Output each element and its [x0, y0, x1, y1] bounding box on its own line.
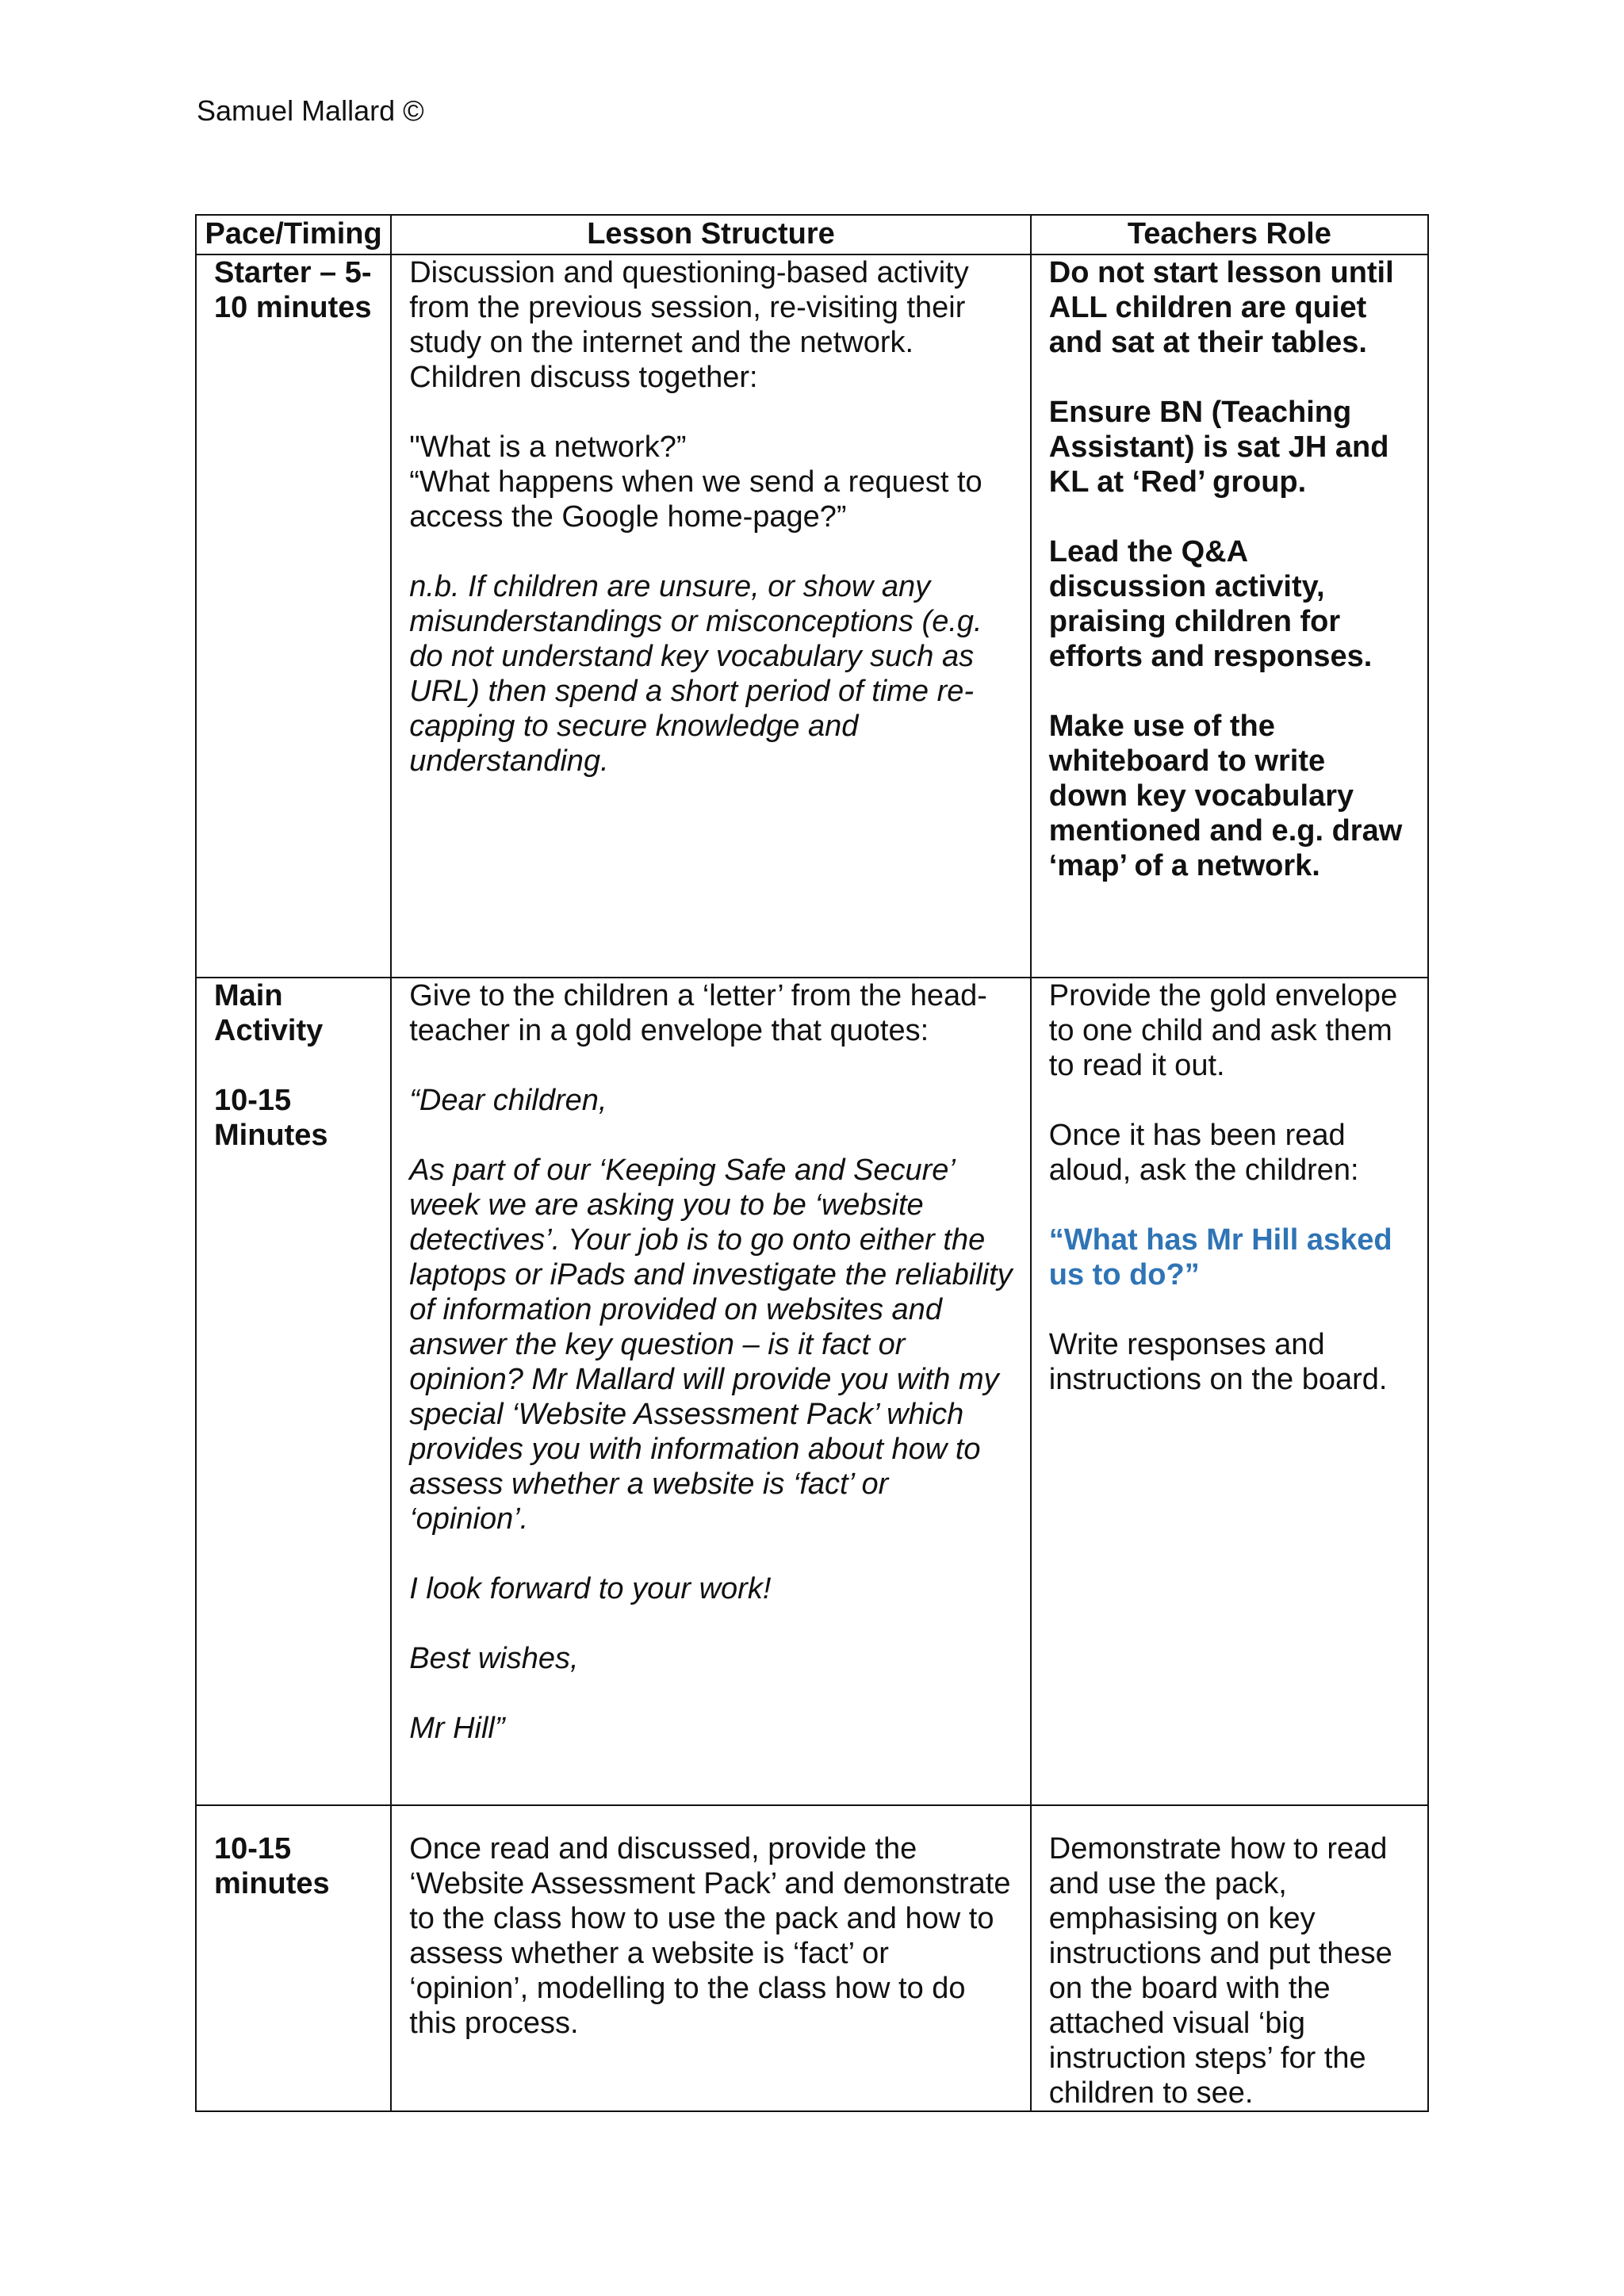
- starter-teacher-cell: [1031, 254, 1428, 978]
- starter-question-1: "What is a network?”: [409, 430, 687, 464]
- main-pace-time: 10-15 Minutes: [214, 1084, 328, 1152]
- main-teacher-instruction-3: Write responses and instructions on the board.: [1048, 1328, 1388, 1396]
- starter-question-2: “What happens when we send a request to access the Google home-page?”: [409, 465, 982, 534]
- main-teacher-instruction-1: Provide the gold envelope to one child and ask them to read it out.: [1048, 979, 1398, 1082]
- demo-lesson-cell: [391, 1805, 1031, 2111]
- column-header-pace: Pace/Timing: [196, 215, 391, 254]
- letter-greeting: “Dear children,: [409, 1084, 607, 1117]
- starter-note: n.b. If children are unsure, or show any misunderstandings or misconceptions (e.g. do not understand key vocabulary such as URL) then spend a short period of time re-capping to secure knowledge and understanding.: [409, 570, 982, 778]
- starter-pace-cell: [196, 254, 391, 978]
- starter-teacher-instruction-3: Lead the Q&A discussion activity, praising children for efforts and responses.: [1048, 535, 1373, 673]
- author-header: Samuel Mallard ©: [197, 94, 424, 127]
- demo-teacher-cell: [1031, 1805, 1428, 2111]
- main-lesson-cell: [391, 978, 1031, 1805]
- demo-lesson-text: Once read and discussed, provide the ‘Website Assessment Pack’ and demonstrate to the class how to use the pack and how to assess whether a website is ‘fact’ or ‘opinion’, modelling to the class how to do this process.: [409, 1832, 1011, 2040]
- table-row-starter: [196, 254, 1428, 978]
- starter-pace-line-2: 10 minutes: [214, 291, 372, 324]
- main-pace-label: Main Activity: [214, 979, 324, 1047]
- table-row-main-activity: [196, 978, 1428, 1805]
- letter-body: As part of our ‘Keeping Safe and Secure’ week we are asking you to be ‘website detectives’. Your job is to go onto either the laptops or iPads and investigate the reliability of information provided on websites and answer the key question – is it fact or opinion? Mr Mallard will provide you with my special ‘Website Assessment Pack’ which provides you with information about how to assess whether a website is ‘fact’ or ‘opinion’.: [409, 1154, 1013, 1536]
- main-teacher-cell: [1031, 978, 1428, 1805]
- letter-signature: Mr Hill”: [409, 1712, 505, 1745]
- starter-pace-line-1: Starter – 5-: [214, 256, 372, 289]
- table-row-demonstration: [196, 1805, 1428, 2111]
- main-pace-cell: [196, 978, 391, 1805]
- demo-pace-cell: [196, 1805, 391, 2111]
- lesson-plan-table: [195, 214, 1429, 2112]
- starter-teacher-instruction-1: Do not start lesson until ALL children are quiet and sat at their tables.: [1048, 256, 1394, 359]
- demo-pace: 10-15 minutes: [214, 1832, 330, 1900]
- starter-lesson-intro: Discussion and questioning-based activity from the previous session, re-visiting their study on the internet and the network. Children discuss together:: [409, 256, 969, 394]
- column-header-teacher: Teachers Role: [1031, 215, 1428, 254]
- main-lesson-intro: Give to the children a ‘letter’ from the head-teacher in a gold envelope that quotes:: [409, 979, 987, 1047]
- main-teacher-question: “What has Mr Hill asked us to do?”: [1048, 1223, 1392, 1292]
- starter-teacher-instruction-2: Ensure BN (Teaching Assistant) is sat JH and KL at ‘Red’ group.: [1048, 396, 1389, 499]
- main-teacher-instruction-2: Once it has been read aloud, ask the children:: [1048, 1119, 1359, 1187]
- demo-teacher-text: Demonstrate how to read and use the pack, emphasising on key instructions and put these on the board with the attached visual ‘big instruction steps’ for the children to see.: [1048, 1832, 1392, 2110]
- letter-closing-1: I look forward to your work!: [409, 1572, 772, 1605]
- letter-closing-2: Best wishes,: [409, 1642, 579, 1675]
- table-header-row: [196, 215, 1428, 254]
- starter-lesson-cell: [391, 254, 1031, 978]
- starter-teacher-instruction-4: Make use of the whiteboard to write down key vocabulary mentioned and e.g. draw ‘map’ of a network.: [1048, 710, 1403, 882]
- column-header-lesson: Lesson Structure: [391, 215, 1031, 254]
